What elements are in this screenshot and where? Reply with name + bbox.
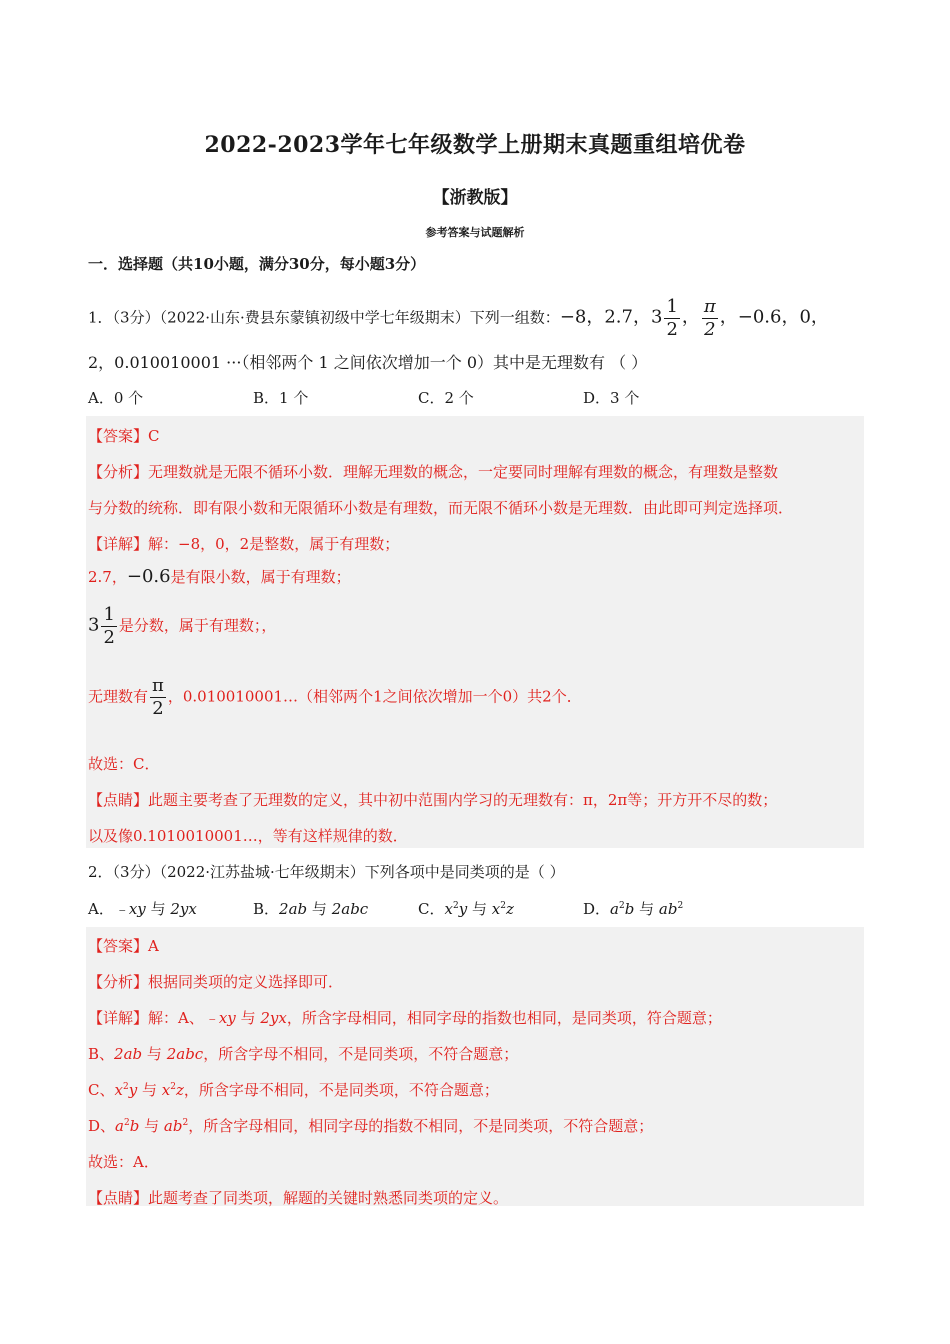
q1-detail4-fraction [150,677,166,718]
q2-d3-exp2: 2 [170,1082,176,1092]
q1-detail4-b: ，0.010010001…（相邻两个1之间依次增加一个0）共2个． [167,687,582,706]
q2-d3-x1: x [114,1081,123,1099]
q2-d1-term2: 2yx [260,1009,287,1027]
q1-stem-line2: 2，0.010010001 ···（相邻两个 1 之间依次增加一个 0）其中是无理数有 （ ） [88,353,648,372]
q1-stem-line1 [88,298,829,339]
q1-pi-numerator: π [703,296,716,317]
q2-option-b [253,898,368,919]
q2-detail-b [88,1043,518,1064]
q1-comment-line1: 【点睛】此题主要考查了无理数的定义，其中初中范围内学习的无理数有：π，2π等；开方开不尽的数； [88,791,778,809]
q1-detail4-denominator: 2 [152,698,164,719]
q1-detail3-text: 是分数，属于有理数；， [118,616,277,635]
q2-comment: 【点睛】此题考查了同类项，解题的关键时熟悉同类项的定义。 [88,1189,509,1207]
q2-option-d [583,898,683,919]
q1-option-b: B．1 个 [253,389,309,407]
q1-detail3-fraction [101,606,116,647]
q2-answer: 【答案】A [88,937,159,955]
q2-c-y: y [458,900,468,918]
q2-d4-exp2: 2 [182,1118,189,1128]
q1-detail3-denominator: 2 [103,627,115,648]
q1-detail4-a: 无理数有 [88,687,149,706]
q1-separator: ， [681,306,700,328]
q2-d-b: b [624,900,635,918]
q2-analysis: 【分析】根据同类项的定义选择即可． [88,973,344,991]
q1-detail3-numerator: 1 [103,604,115,625]
q2-d4-and: 与 [144,1117,160,1135]
q2-c-label: C． [418,900,445,918]
q2-c-z: z [505,900,514,918]
q2-c-exp2: 2 [500,901,506,911]
q2-d-exp1: 2 [618,901,625,911]
q1-analysis-line1: 【分析】无理数就是无限不循环小数．理解无理数的概念，一定要同时理解有理数的概念，有理数是整数 [88,463,779,481]
q1-option-d: D．3 个 [583,389,640,407]
q2-d4-ab: ab [163,1117,183,1135]
q2-d-ab: ab [658,900,678,918]
q2-d1-and: 与 [240,1009,256,1027]
q2-b-label: B． [253,900,280,918]
subtitle: 参考答案与试题解析 [425,226,525,239]
q1-detail2-a: 2.7， [88,568,127,586]
q2-detail-a [88,1007,722,1028]
q2-d2-and: 与 [146,1045,162,1063]
q2-d1-text: ，所含字母相同，相同字母的指数也相同，是同类项，符合题意； [286,1009,722,1027]
q2-d3-text: ，所含字母不相同，不是同类项，不符合题意； [183,1081,499,1099]
q1-half-denominator: 2 [666,319,678,340]
q2-d4-a: a [115,1117,124,1135]
q1-numbers-a: −8，2.7，3 [559,306,663,328]
q1-analysis-line2: 与分数的统称．即有限小数和无限循环小数是有理数，而无限不循环小数是无理数．由此即可判定选择项． [88,499,794,517]
q2-d2-prefix: B、 [88,1045,115,1063]
q1-detail2-c: 是有限小数，属于有理数； [170,568,351,586]
q2-a-and: 与 [150,900,166,918]
q1-numbers-b: ，−0.6，0， [719,306,829,328]
q2-d-exp2: 2 [677,901,684,911]
q1-detail-line3 [88,606,276,647]
q2-d4-prefix: D、 [88,1117,116,1135]
q2-option-c [418,898,514,919]
q1-comment-line2: 以及像0.1010010001…，等有这样规律的数． [88,827,408,845]
q2-d4-b: b [129,1117,140,1135]
q2-d3-prefix: C、 [88,1081,115,1099]
q2-b-term2: 2abc [331,900,369,918]
q2-d4-text: ，所含字母相同，相同字母的指数不相同，不是同类项，不符合题意； [188,1117,654,1135]
q2-c-x2: x [491,900,501,918]
q2-d1-prefix: 【详解】解：A、 [88,1009,204,1027]
q2-a-label: A． [88,900,114,918]
q1-detail4-numerator: π [152,675,164,696]
q2-b-and: 与 [311,900,327,918]
q1-choose: 故选：C． [88,755,160,773]
q2-d2-text: ，所含字母不相同，不是同类项，不符合题意； [203,1045,519,1063]
q1-head: 1．（3分）（2022·山东·费县东蒙镇初级中学七年级期末）下列一组数： [88,308,560,327]
q2-stem: 2．（3分）（2022·江苏盐城·七年级期末）下列各项中是同类项的是（ ） [88,863,565,881]
q1-detail-line2 [88,566,351,587]
q2-detail-c [88,1079,499,1100]
q2-d4-exp1: 2 [123,1118,130,1128]
q1-option-a: A．0 个 [88,389,144,407]
q2-d3-and: 与 [141,1081,157,1099]
edition-label: 【浙教版】 [432,188,518,208]
q2-c-x1: x [444,900,453,918]
q1-fraction-pi [702,298,718,339]
q2-d2-term1: 2ab [114,1045,143,1063]
q2-option-a [88,898,197,919]
q2-d3-exp1: 2 [122,1082,129,1092]
q1-detail3-whole: 3 [88,614,100,636]
q2-d2-term2: 2abc [166,1045,204,1063]
q2-choose: 故选：A． [88,1153,159,1171]
q1-answer: 【答案】C [88,427,160,445]
q1-detail2-math: −0.6 [126,566,171,587]
q1-option-c: C．2 个 [418,389,474,407]
paper-title: 2022-2023学年七年级数学上册期末真题重组培优卷 [204,132,746,158]
q2-d3-y: y [128,1081,138,1099]
q2-detail-d [88,1115,653,1136]
q1-detail-line1: 【详解】解：−8，0，2是整数，属于有理数； [88,535,400,553]
q1-pi-denominator: 2 [704,319,716,340]
q2-d1-term1: ﹣xy [203,1009,236,1027]
q2-b-term1: 2ab [279,900,308,918]
q2-d3-x2: x [161,1081,171,1099]
q1-half-numerator: 1 [666,296,678,317]
q2-a-term2: 2yx [170,900,197,918]
q2-solution-box [86,927,864,1206]
q2-a-term1: ﹣xy [113,900,146,918]
q1-fraction-half [664,298,679,339]
q2-d-label: D． [583,900,611,918]
q2-d-and: 与 [639,900,655,918]
q2-d-a: a [610,900,619,918]
q2-c-and: 与 [471,900,487,918]
q2-c-exp1: 2 [452,901,459,911]
section-heading: 一．选择题（共10小题，满分30分，每小题3分） [88,255,426,273]
q1-detail-line4 [88,677,582,718]
q2-d3-z: z [175,1081,184,1099]
